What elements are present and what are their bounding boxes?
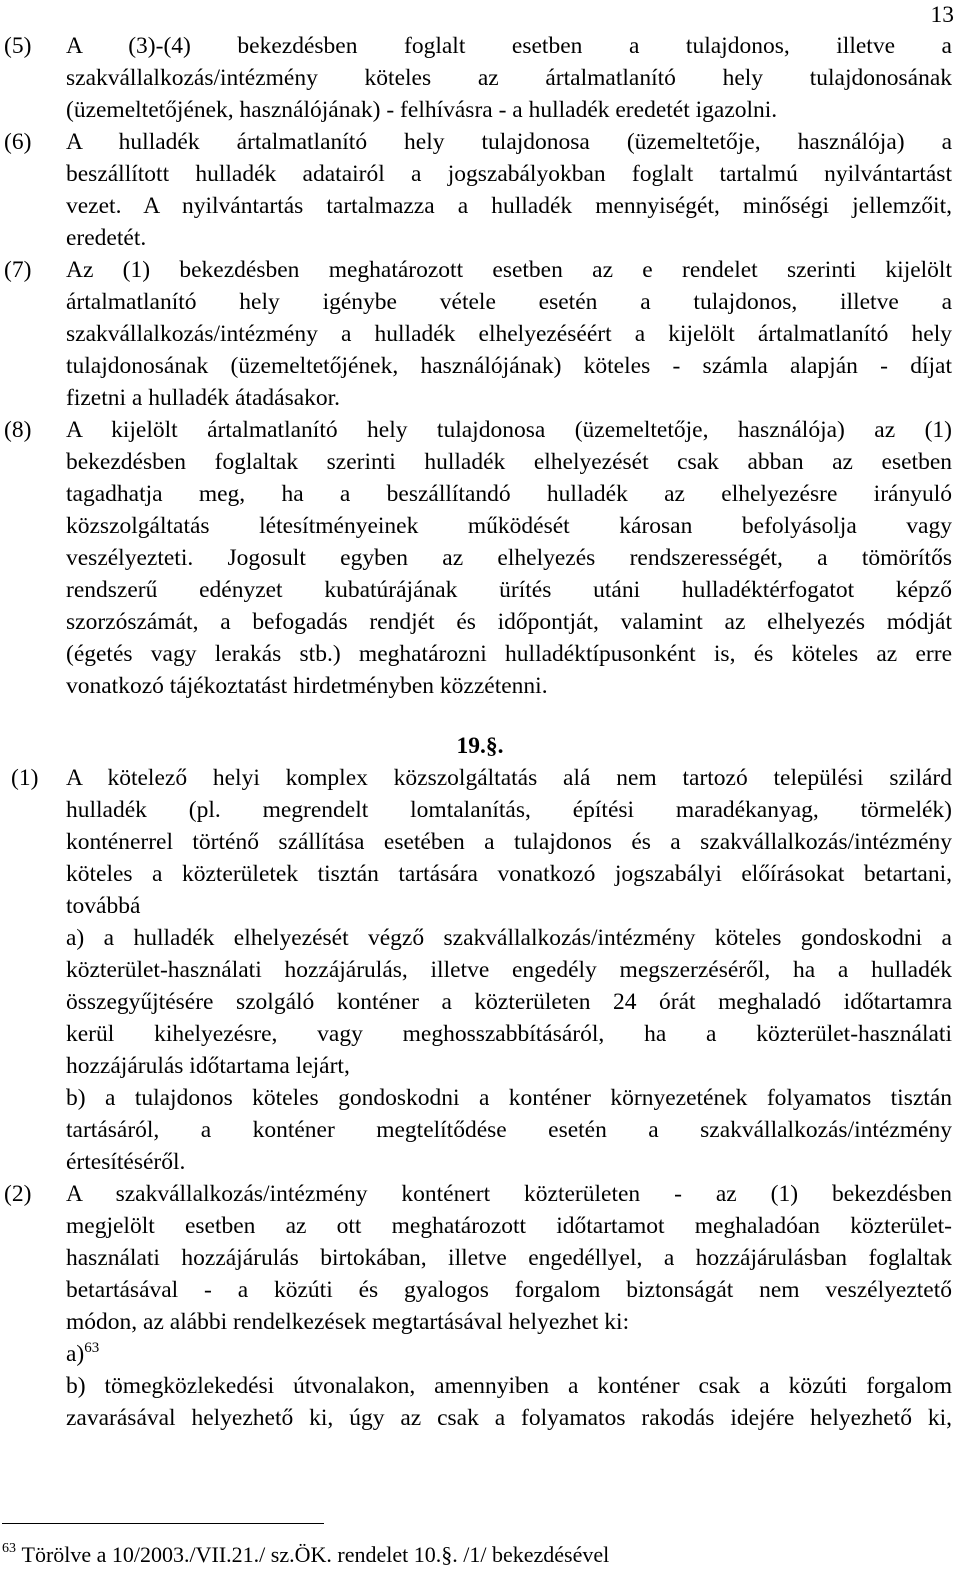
footnote-divider bbox=[2, 1523, 324, 1524]
paragraph-line: fizetni a hulladék átadásakor. bbox=[66, 385, 341, 411]
footnote-number: 63 bbox=[2, 1541, 16, 1556]
paragraph-line: (égetés vagy lerakás stb.) meghatározni hulladéktípusonként is, és köteles az erre bbox=[66, 641, 952, 667]
footnote-reference[interactable]: 63 bbox=[84, 1340, 100, 1356]
paragraph-line: b) a tulajdonos köteles gondoskodni a konténer környezetének folyamatos tisztán bbox=[66, 1085, 952, 1111]
paragraph-line: összegyűjtésére szolgáló konténer a közterületen 24 órát meghaladó időtartamra bbox=[66, 989, 952, 1015]
paragraph-line: zavarásával helyezhető ki, úgy az csak a folyamatos rakodás idejére helyezhető ki, bbox=[66, 1405, 952, 1431]
paragraph-line: konténerrel történő szállítása esetében a tulajdonos és a szakvállalkozás/intézmény bbox=[66, 829, 952, 855]
paragraph-number: (5) bbox=[4, 33, 32, 59]
paragraph-line: hozzájárulás időtartama lejárt, bbox=[66, 1053, 350, 1079]
paragraph-line: A kijelölt ártalmatlanító hely tulajdonosa (üzemeltetője, használója) az (1) bbox=[66, 417, 952, 443]
paragraph-line: tartásáról, a konténer megtelítődése esetén a szakvállalkozás/intézmény bbox=[66, 1117, 952, 1143]
paragraph-line: rendszerű edényzet kubatúrájának ürítés utáni hulladéktérfogatot képző bbox=[66, 577, 952, 603]
paragraph-line: A hulladék ártalmatlanító hely tulajdonosa (üzemeltetője, használója) a bbox=[66, 129, 952, 155]
paragraph-line: kerül kihelyezésre, vagy meghosszabbításáról, ha a közterület-használati bbox=[66, 1021, 952, 1047]
paragraph-number: (2) bbox=[4, 1181, 32, 1207]
paragraph-number: (6) bbox=[4, 129, 32, 155]
paragraph-line: Az (1) bekezdésben meghatározott esetben az e rendelet szerinti kijelölt bbox=[66, 257, 952, 283]
paragraph-line: használati hozzájárulás birtokában, illetve engedéllyel, a hozzájárulásban foglaltak bbox=[66, 1245, 952, 1271]
paragraph-line: A (3)-(4) bekezdésben foglalt esetben a tulajdonos, illetve a bbox=[66, 33, 952, 59]
paragraph-line: tagadhatja meg, ha a beszállítandó hulladék az elhelyezésre irányuló bbox=[66, 481, 952, 507]
paragraph-line: b) tömegközlekedési útvonalakon, amennyiben a konténer csak a közúti forgalom bbox=[66, 1373, 952, 1399]
paragraph-line: a) a hulladék elhelyezését végző szakvállalkozás/intézmény köteles gondoskodni a bbox=[66, 925, 952, 951]
paragraph-number: (1) bbox=[11, 765, 39, 791]
paragraph-line: közszolgáltatás létesítményeinek működését károsan befolyásolja vagy bbox=[66, 513, 952, 539]
paragraph-line: (üzemeltetőjének, használójának) - felhívásra - a hulladék eredetét igazolni. bbox=[66, 97, 778, 123]
paragraph-line: a) bbox=[66, 1341, 85, 1367]
paragraph-number: (7) bbox=[4, 257, 32, 283]
paragraph-line: A kötelező helyi komplex közszolgáltatás alá nem tartozó települési szilárd bbox=[66, 765, 952, 791]
paragraph-line: közterület-használati hozzájárulás, illetve engedély megszerzéséről, ha a hulladék bbox=[66, 957, 952, 983]
paragraph-line: veszélyezteti. Jogosult egyben az elhelyezés rendszerességét, a tömörítős bbox=[66, 545, 952, 571]
paragraph-line: eredetét. bbox=[66, 225, 147, 251]
section-title: 19.§. bbox=[456, 733, 504, 759]
paragraph-line: megjelölt esetben az ott meghatározott időtartamot meghaladóan közterület- bbox=[66, 1213, 952, 1239]
paragraph-line: vezet. A nyilvántartás tartalmazza a hulladék mennyiségét, minőségi jellemzőit, bbox=[66, 193, 952, 219]
page-number: 13 bbox=[930, 2, 954, 28]
paragraph-line: A szakvállalkozás/intézmény konténert közterületen - az (1) bekezdésben bbox=[66, 1181, 952, 1207]
paragraph-line-with-footnote bbox=[66, 1338, 952, 1370]
paragraph-line: értesítéséről. bbox=[66, 1149, 186, 1175]
paragraph-line: bekezdésben foglaltak szerinti hulladék elhelyezését csak abban az esetben bbox=[66, 449, 952, 475]
paragraph-line: továbbá bbox=[66, 893, 141, 919]
paragraph-line: betartásával - a közúti és gyalogos forgalom biztonságát nem veszélyeztető bbox=[66, 1277, 952, 1303]
footnote-text: Törölve a 10/2003./VII.21./ sz.ÖK. rendelet 10.§. /1/ bekezdésével bbox=[21, 1542, 610, 1567]
paragraph-number: (8) bbox=[4, 417, 32, 443]
paragraph-line: módon, az alábbi rendelkezések megtartásával helyezhet ki: bbox=[66, 1309, 630, 1335]
paragraph-line: ártalmatlanító hely igénybe vétele esetén a tulajdonos, illetve a bbox=[66, 289, 952, 315]
paragraph-line: szorzószámát, a befogadás rendjét és időpontját, valamint az elhelyezés módját bbox=[66, 609, 952, 635]
paragraph-line: köteles a közterületek tisztán tartására vonatkozó jogszabályi előírásokat betartani, bbox=[66, 861, 952, 887]
paragraph-line: szakvállalkozás/intézmény köteles az ártalmatlanító hely tulajdonosának bbox=[66, 65, 952, 91]
paragraph-line: tulajdonosának (üzemeltetőjének, használójának) köteles - számla alapján - díjat bbox=[66, 353, 952, 379]
paragraph-line: hulladék (pl. megrendelt lomtalanítás, építési maradékanyag, törmelék) bbox=[66, 797, 952, 823]
paragraph-line: szakvállalkozás/intézmény a hulladék elhelyezéséért a kijelölt ártalmatlanító hely bbox=[66, 321, 952, 347]
paragraph-line: vonatkozó tájékoztatást hirdetményben közzétenni. bbox=[66, 673, 548, 699]
paragraph-line: beszállított hulladék adatairól a jogszabályokban foglalt tartalmú nyilvántartást bbox=[66, 161, 952, 187]
footnote bbox=[2, 1540, 609, 1570]
